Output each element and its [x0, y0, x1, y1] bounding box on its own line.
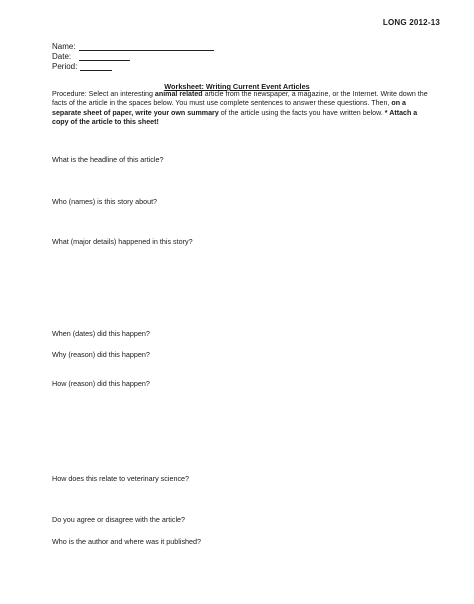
- period-blank-line[interactable]: [80, 62, 112, 71]
- question-why: Why (reason) did this happen?: [52, 350, 150, 359]
- procedure-text: [52, 90, 432, 128]
- question-agree: Do you agree or disagree with the article?: [52, 515, 186, 524]
- question-who: Who (names) is this story about?: [52, 197, 158, 206]
- procedure-part-2: article from the newspaper, a magazine, or the Internet. Write down the facts of the article in the spaces below. You must use complete sentences to answer these questions. Then,: [52, 90, 428, 108]
- course-code: LONG 2012-13: [382, 18, 440, 27]
- question-author: Who is the author and where was it published?: [52, 537, 202, 546]
- procedure-bold-1: animal related: [154, 90, 203, 98]
- date-label: Date:: [52, 52, 72, 61]
- period-field: [52, 62, 112, 71]
- question-vet-science: How does this relate to veterinary science?: [52, 474, 190, 483]
- name-blank-line[interactable]: [79, 42, 214, 51]
- worksheet-title: Worksheet: Writing Current Event Articles: [164, 82, 310, 91]
- name-field: [52, 42, 214, 51]
- procedure-bold-3: * Attach a copy of the article to this sheet!: [52, 108, 418, 127]
- question-headline: What is the headline of this article?: [52, 155, 164, 164]
- question-what: What (major details) happened in this story?: [52, 237, 193, 246]
- question-how: How (reason) did this happen?: [52, 379, 150, 388]
- name-label: Name:: [52, 42, 76, 51]
- date-field: [52, 52, 130, 61]
- procedure-part-3: of the article using the facts you have written below.: [218, 108, 385, 117]
- question-when: When (dates) did this happen?: [52, 329, 150, 338]
- date-blank-line[interactable]: [79, 52, 130, 61]
- period-label: Period:: [52, 62, 78, 71]
- procedure-bold-2: on a separate sheet of paper, write your own summary: [52, 99, 406, 117]
- procedure-part-1: Procedure: Select an interesting: [52, 90, 155, 98]
